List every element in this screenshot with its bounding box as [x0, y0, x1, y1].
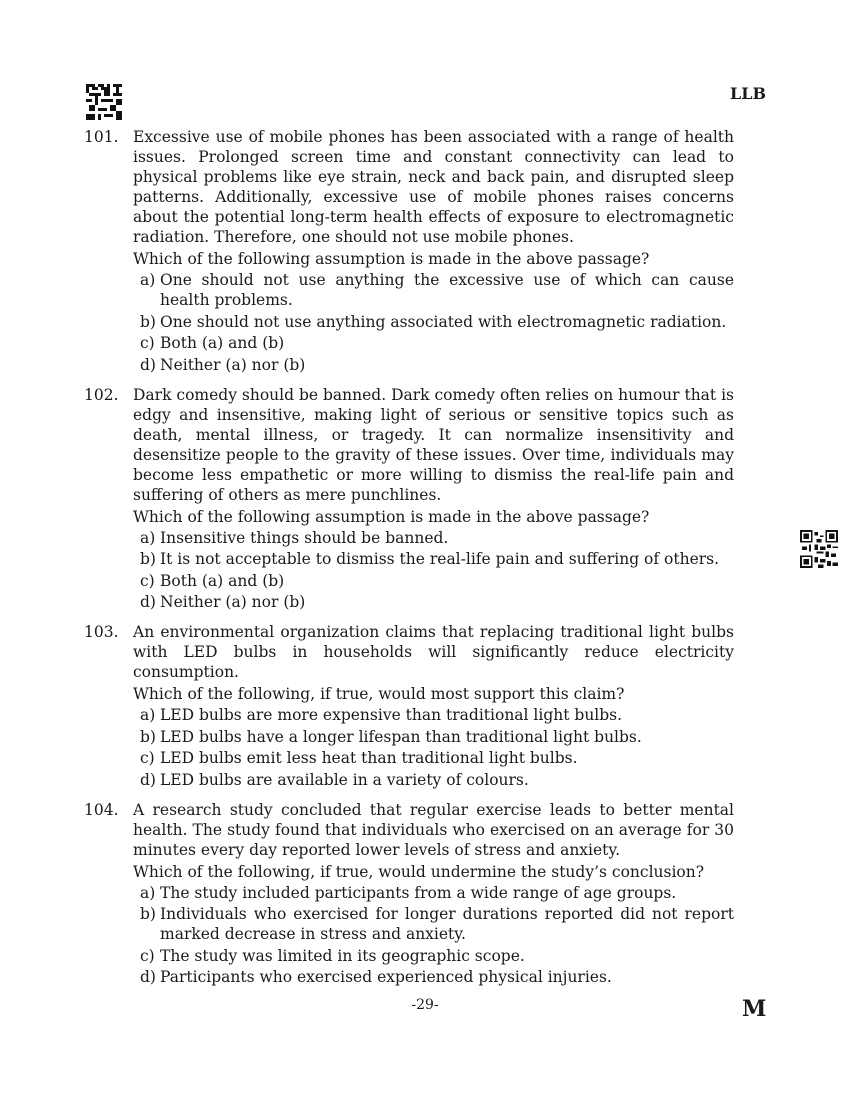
option-letter: a) [140, 706, 156, 724]
question-prompt: Which of the following, if true, would most support this claim? [133, 685, 625, 703]
question-number: 103. [84, 623, 119, 641]
option-letter: c) [140, 334, 155, 352]
option-list [140, 883, 734, 988]
option-text: The study included participants from a wide range of age groups. [160, 883, 677, 902]
option-letter: d) [140, 355, 156, 374]
question-number: 102. [84, 385, 119, 404]
option-d [140, 355, 734, 375]
option-letter: c) [140, 946, 155, 965]
question-list [84, 127, 734, 997]
option-letter: b) [140, 312, 156, 331]
question-number: 104. [84, 800, 119, 819]
subject-code: LLB [729, 84, 766, 103]
question-passage: An environmental organization claims that replacing traditional light bulbs with LED bulbs in households will significantly reduce electricity consumption. [133, 623, 734, 681]
option-text: LED bulbs are more expensive than traditional light bulbs. [160, 706, 623, 724]
option-letter: d) [140, 593, 156, 611]
option-a [140, 528, 734, 548]
option-letter: c) [140, 571, 155, 590]
option-d [140, 967, 734, 987]
option-list [140, 705, 734, 790]
option-text: One should not use anything associated with electromagnetic radiation. [160, 312, 727, 331]
option-text: Neither (a) nor (b) [160, 355, 306, 374]
option-letter: d) [140, 770, 156, 789]
question-prompt: Which of the following, if true, would undermine the study’s conclusion? [133, 862, 705, 881]
question-101 [84, 127, 734, 375]
option-text: It is not acceptable to dismiss the real-life pain and suffering of others. [160, 550, 720, 568]
option-d [140, 770, 734, 790]
option-text: Insensitive things should be banned. [160, 528, 449, 547]
option-letter: d) [140, 968, 156, 986]
booklet-code: M [742, 996, 767, 1022]
option-b [140, 549, 734, 569]
option-text: LED bulbs have a longer lifespan than traditional light bulbs. [160, 727, 642, 746]
question-prompt: Which of the following assumption is made in the above passage? [133, 250, 650, 268]
option-letter: a) [140, 883, 156, 902]
option-letter: a) [140, 271, 156, 289]
question-103 [84, 622, 734, 790]
option-text: LED bulbs emit less heat than traditional light bulbs. [160, 749, 578, 767]
question-prompt: Which of the following assumption is made in the above passage? [133, 507, 650, 526]
option-letter: b) [140, 550, 156, 568]
option-b [140, 727, 734, 747]
option-c [140, 748, 734, 768]
page-number: -29- [411, 997, 439, 1013]
question-104 [84, 800, 734, 988]
option-list [140, 270, 734, 375]
question-passage: Excessive use of mobile phones has been associated with a range of health issues. Prolonged screen time and constant connectivity can lead to physical problems like eye strain, neck and back pain, and disrupted sleep patterns. Additionally, excessive use of mobile phones raises concerns about the potential long-term health effects of exposure to electromagnetic radiation. Therefore, one should not use mobile phones. [133, 128, 734, 246]
option-text: Individuals who exercised for longer durations reported did not report marked decrease in stress and anxiety. [160, 905, 734, 943]
option-text: LED bulbs are available in a variety of colours. [160, 770, 529, 789]
option-a [140, 270, 734, 310]
option-text: One should not use anything the excessive use of which can cause health problems. [160, 271, 734, 309]
option-text: Participants who exercised experienced physical injuries. [160, 968, 612, 986]
question-102 [84, 385, 734, 613]
question-number: 101. [84, 128, 119, 146]
option-d [140, 592, 734, 612]
option-letter: c) [140, 749, 155, 767]
question-passage: Dark comedy should be banned. Dark comedy often relies on humour that is edgy and insensitive, making light of serious or sensitive topics such as death, mental illness, or tragedy. It can normalize insensitivity and desensitize people to the gravity of these issues. Over time, individuals may become less empathetic or more willing to dismiss the real-life pain and suffering of others as mere punchlines. [133, 385, 734, 504]
option-text: The study was limited in its geographic scope. [160, 946, 525, 965]
option-letter: b) [140, 727, 156, 746]
qr-code-icon [800, 530, 838, 568]
option-b [140, 312, 734, 332]
option-letter: a) [140, 528, 156, 547]
option-a [140, 883, 734, 903]
option-list [140, 528, 734, 613]
question-passage: A research study concluded that regular exercise leads to better mental health. The study found that individuals who exercised on an average for 30 minutes every day reported lower levels of stress and anxiety. [133, 800, 734, 859]
option-b [140, 904, 734, 944]
qr-code-icon [86, 84, 122, 120]
option-c [140, 571, 734, 591]
option-a [140, 705, 734, 725]
option-letter: b) [140, 905, 156, 923]
option-c [140, 946, 734, 966]
option-text: Both (a) and (b) [160, 334, 285, 352]
option-c [140, 333, 734, 353]
option-text: Both (a) and (b) [160, 571, 285, 590]
option-text: Neither (a) nor (b) [160, 593, 306, 611]
